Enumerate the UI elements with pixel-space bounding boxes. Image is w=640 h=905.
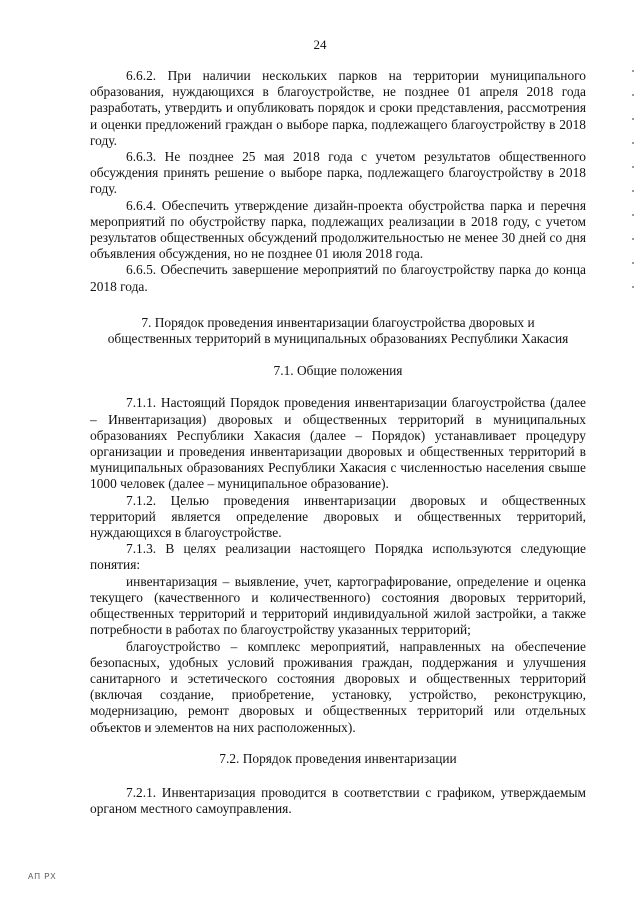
margin-dot [632,214,634,216]
subsection-7-2-heading: 7.2. Порядок проведения инвентаризации [219,750,457,766]
section-7-heading [90,315,586,347]
footer-mark: АП РХ [28,872,57,881]
margin-dot [632,118,634,120]
margin-dot [632,190,634,192]
section-7-heading-line1: 7. Порядок проведения инвентаризации благоустройства дворовых и [141,314,535,330]
paragraph-6-6-2: 6.6.2. При наличии нескольких парков на территории муниципального образования, нуждающихся в благоустройстве, не позднее 01 апреля 2018 года разработать, утвердить и опубликовать порядок и сроки представления, рассмотрения и оценки предложений граждан о выборе парка, подлежащего благоустройству в 2018 году. [90,68,586,148]
margin-dot [632,70,634,72]
page-number: 24 [313,37,327,52]
paragraph-7-2-1: 7.2.1. Инвентаризация проводится в соответствии с графиком, утверждаемым органом местного самоуправления. [90,784,586,817]
paragraph-6-6-4: 6.6.4. Обеспечить утверждение дизайн-проекта обустройства парка и перечня мероприятий по обустройству парка, подлежащих реализации в 2018 году, с учетом результатов общественных обсуждений продолжительностью не менее 30 дней со дня объявления обсуждения, но не позднее 01 июля 2018 года. [90,197,586,262]
definition-inventory: инвентаризация – выявление, учет, картографирование, определение и оценка текущего (качественного и количественного) состояния дворовых территорий, общественных территорий и территорий индивидуальной жилой застройки, а также потребности в работах по благоустройству указанных территорий; [90,573,586,638]
margin-dot [632,262,634,264]
paragraph-7-1-2: 7.1.2. Целью проведения инвентаризации дворовых и общественных территорий является определение дворовых и общественных территорий, нуждающихся в благоустройстве. [90,492,586,541]
margin-dot [632,286,634,288]
margin-dot [632,238,634,240]
margin-dot [632,142,634,144]
section-7-heading-line2: общественных территорий в муниципальных образованиях Республики Хакасия [107,331,569,347]
paragraph-7-1-3: 7.1.3. В целях реализации настоящего Порядка используются следующие понятия: [90,541,586,573]
margin-dot [632,166,634,168]
paragraph-7-1-1: 7.1.1. Настоящий Порядок проведения инвентаризации благоустройства (далее – Инвентаризация) дворовых и общественных территорий в муниципальных образованиях Республики Хакасия (далее – Порядок) устанавливает процедуру организации и проведения инвентаризации дворовых и общественных территорий в муниципальных образованиях Республики Хакасия с численностью населения свыше 1000 человек (далее – муниципальное образование). [90,395,586,492]
document-body [90,68,586,817]
paragraph-6-6-5: 6.6.5. Обеспечить завершение мероприятий по благоустройству парка до конца 2018 года. [90,262,586,294]
margin-dot [632,94,634,96]
paragraph-6-6-3: 6.6.3. Не позднее 25 мая 2018 года с учетом результатов общественного обсуждения принять решение о выборе парка, подлежащего благоустройству в 2018 году. [90,149,586,197]
definition-improvement: благоустройство – комплекс мероприятий, направленных на обеспечение безопасных, удобных условий проживания граждан, поддержания и улучшения санитарного и эстетического состояния дворовых и общественных территорий (включая создание, приобретение, установку, устройство, реконструкцию, модернизацию, ремонт дворовых и общественных территорий или отдельных объектов и элементов на них расположенных). [90,638,586,735]
subsection-7-1-heading: 7.1. Общие положения [273,363,403,379]
margin-marks [632,70,636,330]
